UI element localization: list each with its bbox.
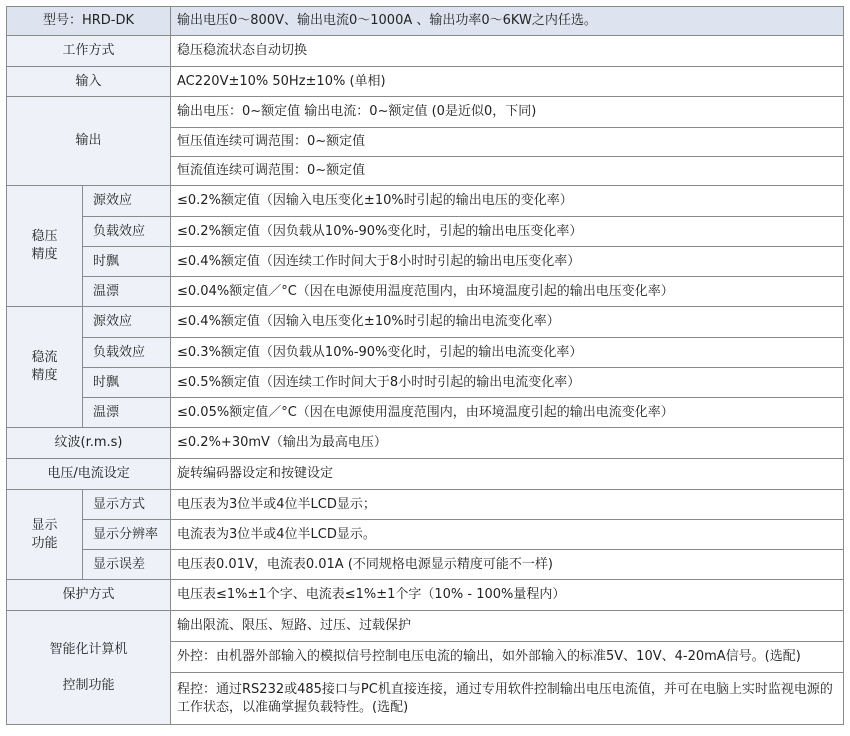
- current-precision-item-value: ≤0.4%额定值（因输入电压变化±10%时引起的输出电流变化率）: [171, 307, 844, 338]
- voltage-precision-item-name: 源效应: [83, 186, 171, 217]
- voltage-precision-label-line: 精度: [31, 247, 58, 262]
- smart-label-line: 控制功能: [62, 677, 115, 693]
- current-precision-label: [7, 307, 83, 428]
- voltage-precision-label: [7, 186, 83, 307]
- current-precision-label-line: 稳流: [31, 350, 58, 366]
- display-label-line: 显示: [31, 517, 58, 533]
- smart-row: [7, 611, 844, 642]
- voltage-precision-item-name: 时飘: [83, 247, 171, 277]
- current-precision-label-line: 精度: [31, 368, 58, 383]
- work-mode-value: 稳压稳流状态自动切换: [171, 36, 844, 67]
- current-precision-row: [7, 338, 844, 368]
- output-row: [7, 97, 844, 128]
- display-item-name: 显示方式: [83, 490, 171, 520]
- work-mode-label: 工作方式: [7, 36, 171, 67]
- current-precision-item-value: ≤0.05%额定值／°C（因在电源使用温度范围内，由环境温度引起的输出电流变化率）: [171, 398, 844, 428]
- voltage-precision-row: [7, 277, 844, 307]
- voltage-precision-item-name: 温漂: [83, 277, 171, 307]
- ripple-value: ≤0.2%+30mV（输出为最高电压）: [171, 428, 844, 459]
- voltage-precision-row: [7, 186, 844, 217]
- setting-label: 电压/电流设定: [7, 459, 171, 490]
- display-item-value: 电流表为3位半或4位半LCD显示。: [171, 520, 844, 550]
- display-row: [7, 550, 844, 580]
- display-item-name: 显示误差: [83, 550, 171, 580]
- current-precision-row: [7, 307, 844, 338]
- current-precision-item-name: 负载效应: [83, 338, 171, 368]
- ripple-label: 纹波(r.m.s): [7, 428, 171, 459]
- display-label-line: 功能: [31, 535, 58, 551]
- protection-label: 保护方式: [7, 580, 171, 611]
- protection-row: [7, 580, 844, 611]
- display-row: [7, 520, 844, 550]
- smart-value: 程控：通过RS232或485接口与PC机直接连接，通过专用软件控制输出电压电流值，并可在电脑上实时监视电源的工作状态，以准确掌握负载特性。(选配): [171, 673, 844, 725]
- work-mode-row: [7, 36, 844, 67]
- smart-label-line: 智能化计算机: [49, 641, 128, 657]
- output-value: 恒压值连续可调范围：0~额定值: [171, 128, 844, 157]
- current-precision-item-name: 时飘: [83, 368, 171, 398]
- setting-value: 旋转编码器设定和按键设定: [171, 459, 844, 490]
- current-precision-item-name: 源效应: [83, 307, 171, 338]
- smart-value: 外控：由机器外部输入的模拟信号控制电压电流的输出，如外部输入的标准5V、10V、4-20mA信号。(选配): [171, 642, 844, 673]
- input-row: [7, 67, 844, 97]
- voltage-precision-label-line: 稳压: [31, 229, 58, 245]
- current-precision-item-value: ≤0.3%额定值（因负载从10%-90%变化时，引起的输出电流变化率）: [171, 338, 844, 368]
- current-precision-item-name: 温漂: [83, 398, 171, 428]
- output-value: 恒流值连续可调范围：0~额定值: [171, 157, 844, 186]
- input-value: AC220V±10% 50Hz±10% (单相): [171, 67, 844, 97]
- protection-value: 电压表≤1%±1个字、电流表≤1%±1个字（10% - 100%量程内）: [171, 580, 844, 611]
- current-precision-row: [7, 368, 844, 398]
- smart-label: [7, 611, 171, 725]
- output-label: 输出: [7, 97, 171, 186]
- voltage-precision-row: [7, 247, 844, 277]
- ripple-row: [7, 428, 844, 459]
- voltage-precision-item-value: ≤0.2%额定值（因负载从10%-90%变化时，引起的输出电压变化率）: [171, 217, 844, 247]
- model-desc: 输出电压0～800V、输出电流0～1000A 、输出功率0～6KW之内任选。: [171, 7, 844, 36]
- output-value: 输出电压：0~额定值 输出电流：0~额定值 (0是近似0，下同): [171, 97, 844, 128]
- model-cell: 型号：HRD-DK: [7, 7, 171, 36]
- setting-row: [7, 459, 844, 490]
- display-item-value: 电压表为3位半或4位半LCD显示；: [171, 490, 844, 520]
- spec-table: [6, 6, 844, 725]
- display-item-value: 电压表0.01V，电流表0.01A (不同规格电源显示精度可能不一样): [171, 550, 844, 580]
- display-item-name: 显示分辨率: [83, 520, 171, 550]
- voltage-precision-item-name: 负载效应: [83, 217, 171, 247]
- voltage-precision-item-value: ≤0.4%额定值（因连续工作时间大于8小时时引起的输出电压变化率）: [171, 247, 844, 277]
- header-row: [7, 7, 844, 36]
- voltage-precision-row: [7, 217, 844, 247]
- voltage-precision-item-value: ≤0.2%额定值（因输入电压变化±10%时引起的输出电压的变化率）: [171, 186, 844, 217]
- smart-value: 输出限流、限压、短路、过压、过载保护: [171, 611, 844, 642]
- input-label: 输入: [7, 67, 171, 97]
- current-precision-item-value: ≤0.5%额定值（因连续工作时间大于8小时时引起的输出电流变化率）: [171, 368, 844, 398]
- display-row: [7, 490, 844, 520]
- voltage-precision-item-value: ≤0.04%额定值／°C（因在电源使用温度范围内，由环境温度引起的输出电压变化率）: [171, 277, 844, 307]
- current-precision-row: [7, 398, 844, 428]
- display-label: [7, 490, 83, 580]
